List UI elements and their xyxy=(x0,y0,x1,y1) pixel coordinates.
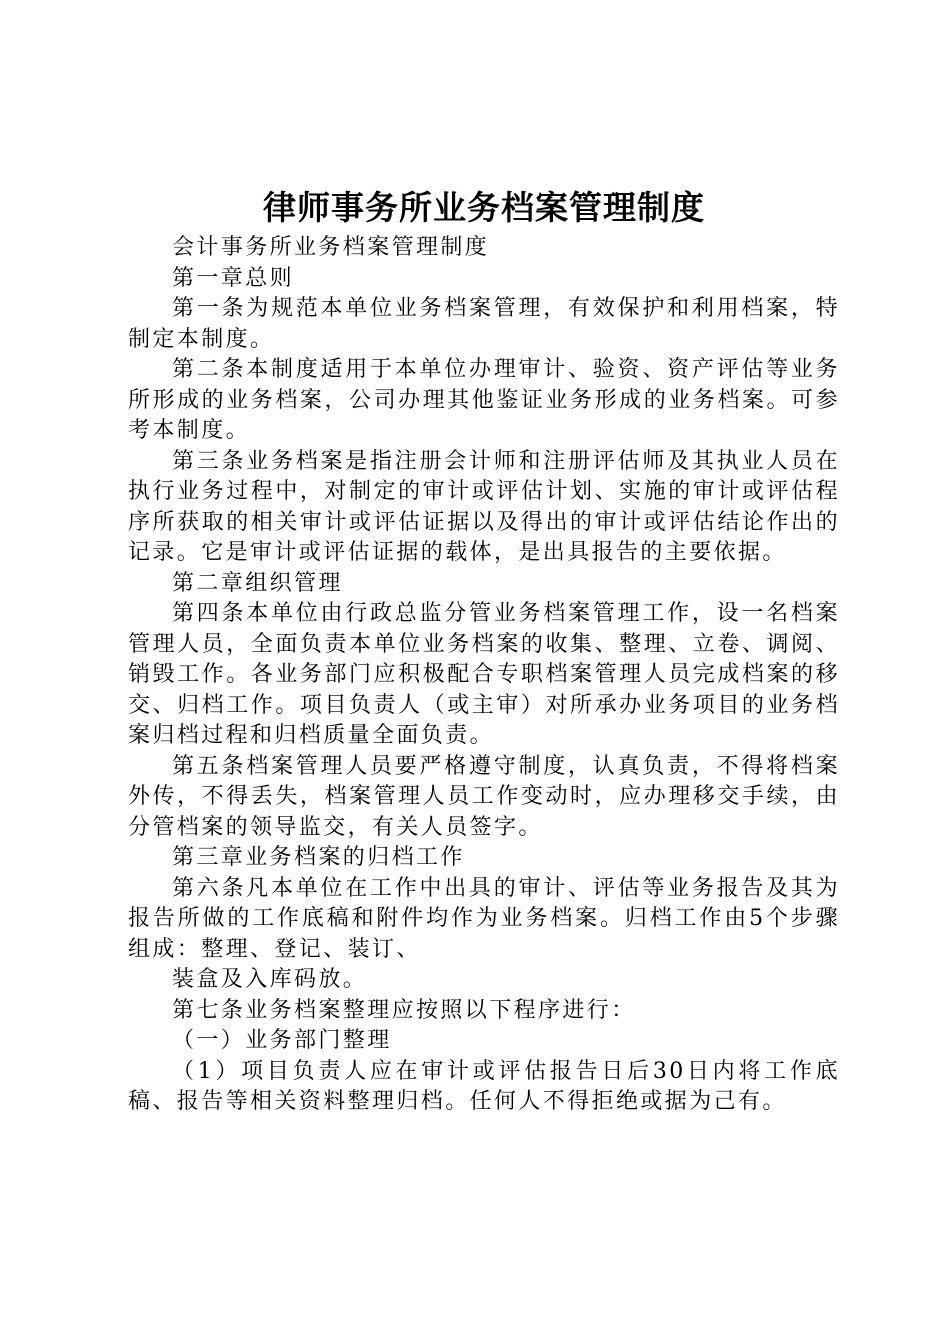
list-item-paragraph: （1）项目负责人应在审计或评估报告日后30日内将工作底稿、报告等相关资料整理归档。任何人不得拒绝或据为己有。 xyxy=(128,1058,840,1114)
document-body xyxy=(128,233,840,1118)
continuation-paragraph: 装盒及入库码放。 xyxy=(172,967,368,992)
subtitle-paragraph: 会计事务所业务档案管理制度 xyxy=(172,235,490,260)
article-paragraph: 第七条业务档案整理应按照以下程序进行： xyxy=(172,997,636,1023)
article-paragraph: 第四条本单位由行政总监分管业务档案管理工作，设一名档案管理人员，全面负责本单位业务档案的收集、整理、立卷、调阅、销毁工作。各业务部门应积极配合专职档案管理人员完成档案的移交、归档工作。项目负责人（或主审）对所承办业务项目的业务档案归档过程和归档质量全面负责。 xyxy=(128,601,840,748)
document-title: 律师事务所业务档案管理制度 xyxy=(263,188,705,227)
article-paragraph: 第一条为规范本单位业务档案管理，有效保护和利用档案，特制定本制度。 xyxy=(128,296,840,352)
article-paragraph: 第六条凡本单位在工作中出具的审计、评估等业务报告及其为报告所做的工作底稿和附件均作为业务档案。归档工作由5个步骤组成：整理、登记、装订、 xyxy=(128,875,840,962)
section-heading: （一）业务部门整理 xyxy=(172,1028,392,1053)
chapter-heading: 第一章总则 xyxy=(172,265,295,291)
article-paragraph: 第二条本制度适用于本单位办理审计、验资、资产评估等业务所形成的业务档案，公司办理其他鉴证业务形成的业务档案。可参考本制度。 xyxy=(128,357,840,443)
chapter-heading: 第二章组织管理 xyxy=(172,570,343,596)
document-page xyxy=(128,0,840,1344)
chapter-heading: 第三章业务档案的归档工作 xyxy=(172,845,465,870)
article-paragraph: 第五条档案管理人员要严格遵守制度，认真负责，不得将档案外传，不得丢失，档案管理人员工作变动时，应办理移交手续，由分管档案的领导监交，有关人员签字。 xyxy=(128,753,840,840)
article-paragraph: 第三条业务档案是指注册会计师和注册评估师及其执业人员在执行业务过程中，对制定的审计或评估计划、实施的审计或评估程序所获取的相关审计或评估证据以及得出的审计或评估结论作出的记录。它是审计或评估证据的载体，是出具报告的主要依据。 xyxy=(128,448,840,565)
